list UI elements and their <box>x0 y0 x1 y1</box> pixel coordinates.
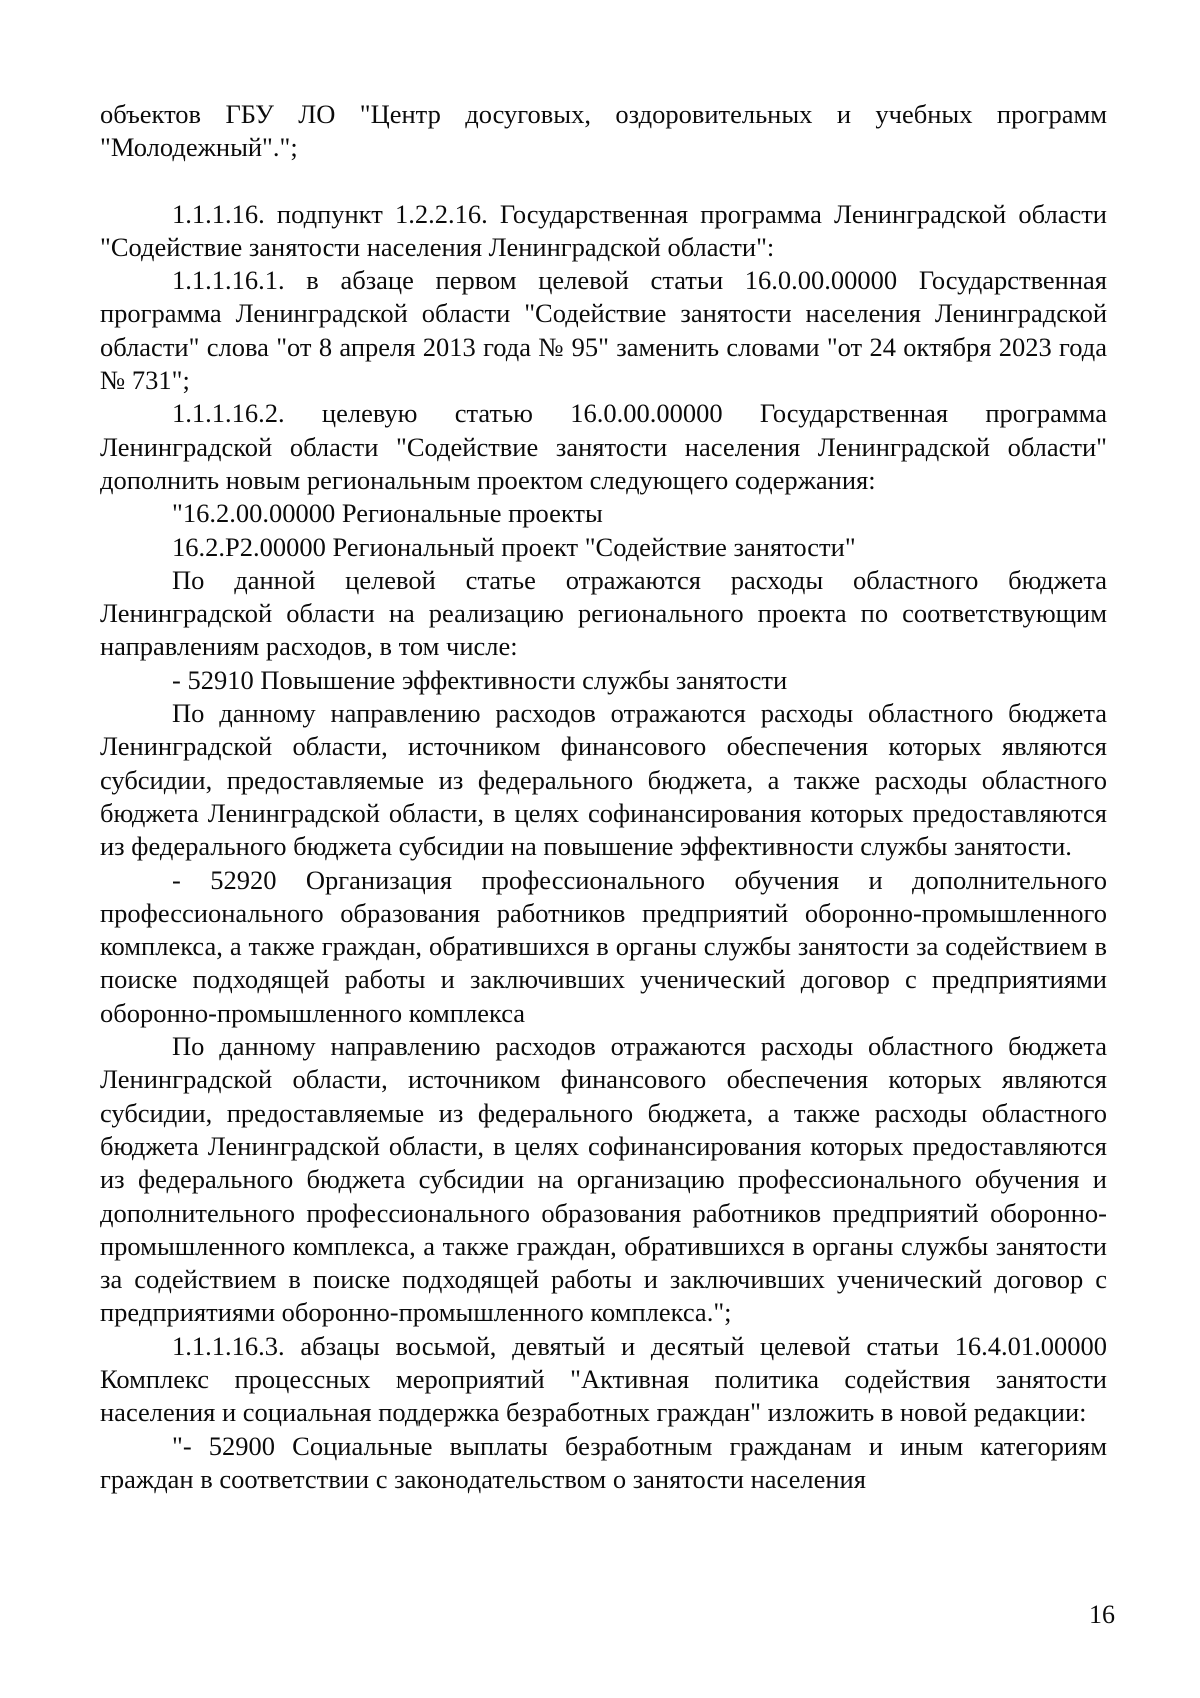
paragraph-item-1-1-1-16-3: 1.1.1.16.3. абзацы восьмой, девятый и десятый целевой статьи 16.4.01.00000 Комплекс процессных мероприятий "Активная политика содействия занятости населения и социальная поддержка безработных граждан" изложить в новой редакции: <box>100 1330 1107 1428</box>
paragraph-regional-projects: "16.2.00.00000 Региональные проекты <box>172 498 603 529</box>
paragraph-item-1-1-1-16-1: 1.1.1.16.1. в абзаце первом целевой статьи 16.0.00.00000 Государственная программа Ленинградской области "Содействие занятости населения Ленинградской области" слова "от 8 апреля 2013 года № 95" заменить словами "от 24 октября 2023 года № 731"; <box>100 265 1107 396</box>
paragraph-52900: "- 52900 Социальные выплаты безработным гражданам и иным категориям граждан в соответствии с законодательством о занятости населения <box>100 1430 1107 1494</box>
paragraph-52910-description: По данному направлению расходов отражаются расходы областного бюджета Ленинградской области, источником финансового обеспечения которых являются субсидии, предоставляемые из федерального бюджета, а также расходы областного бюджета Ленинградской области, в целях софинансирования которых предоставляются из федерального бюджета субсидии на повышение эффективности службы занятости. <box>100 698 1107 862</box>
paragraph-52920-description: По данному направлению расходов отражаются расходы областного бюджета Ленинградской области, источником финансового обеспечения которых являются субсидии, предоставляемые из федерального бюджета, а также расходы областного бюджета Ленинградской области, в целях софинансирования которых предоставляются из федерального бюджета субсидии на организацию профессионального обучения и дополнительного профессионального образования работников предприятий оборонно-промышленного комплекса, а также граждан, обратившихся в органы службы занятости за содействием в поиске подходящей работы и заключивших ученический договор с предприятиями оборонно-промышленного комплекса."; <box>100 1031 1107 1328</box>
document-body <box>100 98 1107 1496</box>
paragraph-regional-project-p2: 16.2.Р2.00000 Региональный проект "Содействие занятости" <box>172 531 856 562</box>
paragraph-item-1-1-1-16: 1.1.1.16. подпункт 1.2.2.16. Государственная программа Ленинградской области "Содействие занятости населения Ленинградской области": <box>100 198 1107 262</box>
paragraph-52920: - 52920 Организация профессионального обучения и дополнительного профессионального образования работников предприятий оборонно-промышленного комплекса, а также граждан, обратившихся в органы службы занятости за содействием в поиске подходящей работы и заключивших ученический договор с предприятиями оборонно-промышленного комплекса <box>100 864 1107 1028</box>
paragraph-gap <box>100 165 1107 198</box>
page-number: 16 <box>1089 1600 1115 1629</box>
paragraph-target-article-description: По данной целевой статье отражаются расходы областного бюджета Ленинградской области на реализацию регионального проекта по соответствующим направлениям расходов, в том числе: <box>100 564 1107 662</box>
paragraph-item-1-1-1-16-2: 1.1.1.16.2. целевую статью 16.0.00.00000 Государственная программа Ленинградской области "Содействие занятости населения Ленинградской области" дополнить новым региональным проектом следующего содержания: <box>100 398 1107 495</box>
paragraph-intro: объектов ГБУ ЛО "Центр досуговых, оздоровительных и учебных программ "Молодежный"."; <box>100 99 1107 163</box>
paragraph-52910: - 52910 Повышение эффективности службы занятости <box>172 664 788 695</box>
